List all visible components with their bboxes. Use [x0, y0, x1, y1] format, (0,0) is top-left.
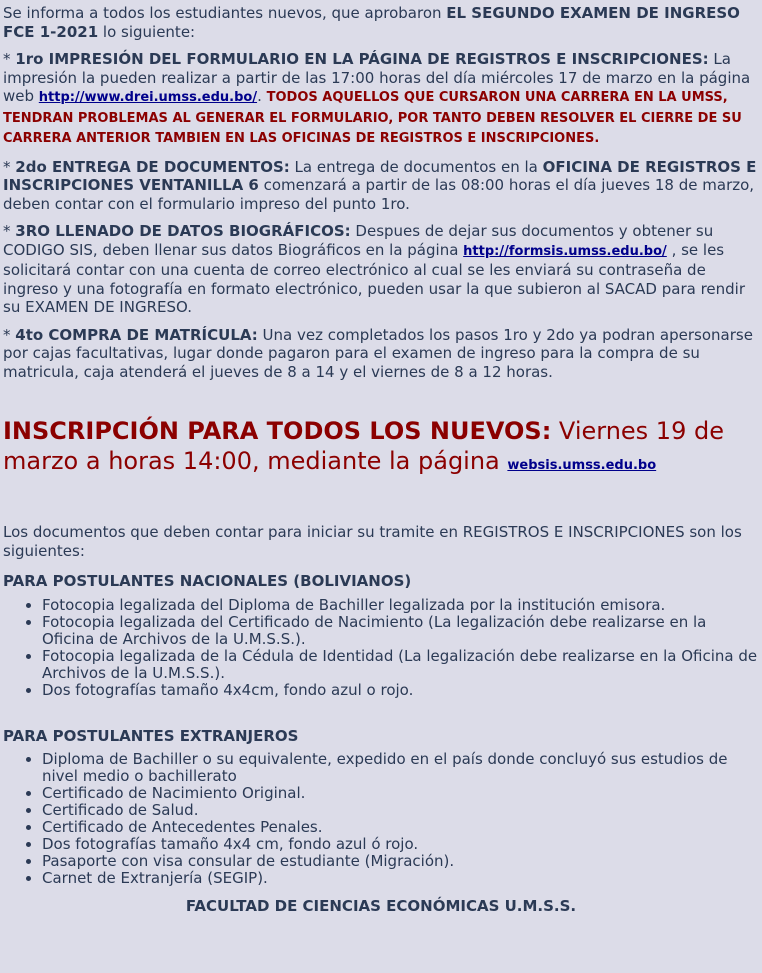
- list-item: • Fotocopia legalizada de la Cédula de Identidad (La legalización debe realizarse en la Oficina de Archivos de la U.M.S.S.).: [42, 648, 759, 682]
- intro-text: Se informa a todos los estudiantes nuevos, que aprobaron: [3, 4, 447, 22]
- documents-intro: Los documentos que deben contar para iniciar su tramite en REGISTROS E INSCRIPCIONES son los siguientes:: [3, 523, 742, 560]
- step-1-dot: .: [257, 87, 267, 105]
- step-4-paragraph: [3, 326, 759, 382]
- intro-tail: lo siguiente:: [98, 22, 196, 41]
- intro-paragraph: [3, 0, 759, 41]
- enrollment-announcement: [3, 416, 759, 481]
- foreigners-title: PARA POSTULANTES EXTRANJEROS: [3, 726, 299, 745]
- list-item: • Diploma de Bachiller o su equivalente, expedido en el país donde concluyó sus estudios de nivel medio o bachillerato: [42, 751, 759, 785]
- list-item: • Fotocopia legalizada del Diploma de Bachiller legalizada por la institución emisora.: [42, 597, 759, 614]
- step-1-warning: TODOS AQUELLOS QUE CURSARON UNA CARRERA EN LA UMSS, TENDRAN PROBLEMAS AL GENERAR EL FORMULARIO, POR TANTO DEBEN RESOLVER EL CIERRE DE SU CARRERA ANTERIOR TAMBIEN EN LAS OFICINAS DE REGISTROS E INSCRIPCIONES.: [3, 90, 742, 146]
- step-1-bullet: *: [3, 50, 16, 68]
- drei-link[interactable]: http://www.drei.umss.edu.bo/: [38, 90, 258, 105]
- list-item: • Carnet de Extranjería (SEGIP).: [42, 870, 759, 887]
- list-item: • Dos fotografías tamaño 4x4cm, fondo azul o rojo.: [42, 682, 759, 699]
- formsis-link[interactable]: http://formsis.umss.edu.bo/: [463, 243, 667, 259]
- step-2-paragraph: [3, 158, 759, 214]
- step-3-title: 3RO LLENADO DE DATOS BIOGRÁFICOS:: [15, 222, 351, 240]
- intro-bold: EL SEGUNDO EXAMEN DE INGRESO FCE 1-2021: [3, 4, 740, 41]
- step-4-bullet: *: [3, 325, 16, 344]
- step-3-text-1: Despues de dejar sus documentos y obtener su CODIGO SIS, deben llenar sus datos Biográficos en la página: [3, 222, 714, 259]
- step-3-bullet: *: [3, 222, 16, 240]
- step-3-text-2: , se les solicitará contar con una cuenta de correo electrónico al cual se les enviará su contraseña de ingreso y una fotografía en formato electrónico, pueden usar la que subieron al SACAD para rendir su EXAMEN DE INGRESO.: [3, 240, 746, 316]
- list-item: • Certificado de Salud.: [42, 802, 759, 819]
- step-2-text-2: comenzará a partir de las 08:00 horas el día jueves 18 de marzo, deben contar con el formulario impreso del punto 1ro.: [3, 176, 755, 213]
- step-3-paragraph: [3, 222, 759, 317]
- nationals-title: PARA POSTULANTES NACIONALES (BOLIVIANOS): [3, 572, 412, 590]
- step-4-text: Una vez completados los pasos 1ro y 2do ya podran apersonarse por cajas facultativas, lugar donde pagaron para el examen de ingreso para la compra de su matricula, caja atenderá el jueves de 8 a 14 y el viernes de 8 a 12 horas.: [3, 325, 753, 381]
- websis-link[interactable]: websis.umss.edu.bo: [507, 458, 657, 473]
- step-2-text-1: La entrega de documentos en la: [289, 157, 543, 176]
- list-item: • Certificado de Nacimiento Original.: [42, 785, 759, 802]
- enrollment-title: INSCRIPCIÓN PARA TODOS LOS NUEVOS:: [3, 417, 552, 445]
- step-2-title: 2do ENTREGA DE DOCUMENTOS:: [15, 157, 290, 176]
- list-item: • Fotocopia legalizada del Certificado de Nacimiento (La legalización debe realizarse en la Oficina de Archivos de la U.M.S.S.).: [42, 614, 759, 648]
- list-item: • Dos fotografías tamaño 4x4 cm, fondo azul ó rojo.: [42, 836, 759, 853]
- step-2-office: OFICINA DE REGISTROS E INSCRIPCIONES VENTANILLA 6: [3, 157, 757, 194]
- nationals-list: [3, 597, 759, 699]
- step-2-bullet: *: [3, 157, 16, 176]
- enrollment-text: Viernes 19 de marzo a horas 14:00, mediante la página: [3, 417, 724, 475]
- step-1-title: 1ro IMPRESIÓN DEL FORMULARIO EN LA PÁGINA DE REGISTROS E INSCRIPCIONES:: [15, 50, 709, 68]
- faculty-footer: FACULTAD DE CIENCIAS ECONÓMICAS U.M.S.S.: [185, 897, 577, 915]
- foreigners-list: [3, 751, 759, 887]
- step-4-title: 4to COMPRA DE MATRÍCULA:: [15, 325, 258, 344]
- list-item: • Pasaporte con visa consular de estudiante (Migración).: [42, 853, 759, 870]
- step-1-text: La impresión la pueden realizar a partir de las 17:00 horas del día miércoles 17 de marzo en la página web: [3, 50, 751, 105]
- step-1-paragraph: [3, 50, 759, 149]
- list-item: • Certificado de Antecedentes Penales.: [42, 819, 759, 836]
